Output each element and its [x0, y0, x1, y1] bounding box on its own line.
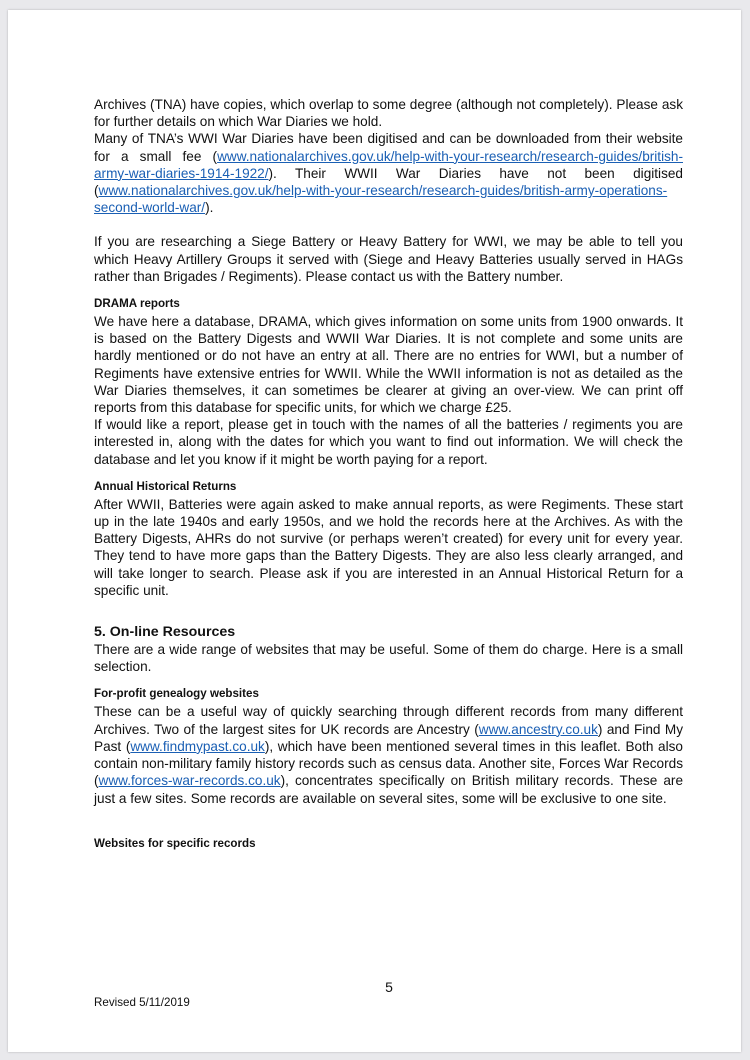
spacer	[94, 599, 683, 624]
heading-annual-historical-returns: Annual Historical Returns	[94, 479, 237, 493]
paragraph-tna-digitised	[94, 130, 683, 216]
text: ) and Find My Past (	[94, 721, 683, 754]
link-war-diaries-1914-1922[interactable]: www.nationalarchives.gov.uk/help-with-your-research/research-guides/british-army-war-diaries-1914-1922/	[94, 148, 683, 181]
paragraph-siege-battery: If you are researching a Siege Battery or Heavy Battery for WWI, we may be able to tell you which Heavy Artillery Groups it served with (Siege and Heavy Batteries usually served in HAGs rather than Brigades / Regiments). Please contact us with the Battery number.	[94, 234, 683, 284]
heading-websites-specific-records: Websites for specific records	[94, 836, 256, 850]
text: ). Their WWII War Diaries have not been digitised (	[94, 165, 683, 199]
heading-online-resources: 5. On-line Resources	[94, 624, 236, 641]
paragraph-ahr: After WWII, Batteries were again asked to make annual reports, as were Regiments. These start up in the late 1940s and early 1950s, and we hold the records here at the Archives. As with the Battery Digests, AHRs do not survive (or perhaps weren’t created) for every unit for every year. They tend to have more gaps than the Battery Digests. They are also less clearly arranged, and will take longer to search. Please ask if you are interested in an Annual Historical Return for a specific unit.	[94, 496, 683, 598]
paragraph-drama-2: If would like a report, please get in touch with the names of all the batteries / regiments you are interested in, along with the dates for which you want to find out information. We will check the database and let you know if it might be worth paying for a report.	[94, 417, 683, 467]
document-page	[8, 10, 741, 1052]
page-content	[94, 96, 683, 853]
text: These can be a useful way of quickly searching through different records from many different Archives. Two of the largest sites for UK records are Ancestry (	[94, 704, 683, 737]
paragraph-tna-archives: Archives (TNA) have copies, which overlap to some degree (although not completely). Please ask for further details on which War Diaries we hold.	[94, 97, 683, 130]
spacer	[94, 216, 683, 233]
spacer	[94, 285, 683, 297]
link-findmypast[interactable]: www.findmypast.co.uk	[130, 738, 265, 754]
text: ), which have been mentioned several times in this leaflet. Both also contain non-military family history records such as census data. Another site, Forces War Records (	[94, 738, 683, 789]
paragraph-for-profit	[94, 703, 683, 806]
link-forces-war-records[interactable]: www.forces-war-records.co.uk	[98, 773, 281, 789]
link-ancestry[interactable]: www.ancestry.co.uk	[478, 721, 598, 737]
paragraph-online-intro: There are a wide range of websites that may be useful. Some of them do charge. Here is a small selection.	[94, 642, 683, 675]
paragraph-drama-1: We have here a database, DRAMA, which gives information on some units from 1900 onwards. It is based on the Battery Digests and WWII War Diaries. It is not complete and some units are hardly mentioned or do not have an entry at all. There are no entries for WWI, but a number of Regiments have extensive entries for WWII. While the WWII information is not as detailed as the War Diaries themselves, it can sometimes be clearer at giving an over-view. We can print off reports from this database for specific units, for which we charge £25.	[94, 314, 683, 416]
link-war-diaries-ww2[interactable]: www.nationalarchives.gov.uk/help-with-your-research/research-guides/british-army-operations-second-world-war/	[94, 183, 668, 216]
spacer	[94, 675, 683, 687]
text: ), concentrates specifically on British military records. These are just a few sites. Some records are available on several sites, some will be exclusive to one site.	[94, 773, 683, 806]
spacer	[94, 807, 683, 837]
page-number: 5	[385, 979, 393, 995]
heading-drama-reports: DRAMA reports	[94, 297, 180, 311]
text: ).	[205, 200, 214, 216]
text: Many of TNA’s WWI War Diaries have been digitised and can be downloaded from their website for a small fee (	[94, 131, 683, 164]
revised-date: Revised 5/11/2019	[94, 996, 190, 1009]
heading-for-profit-genealogy: For-profit genealogy websites	[94, 687, 259, 701]
spacer	[94, 468, 683, 480]
